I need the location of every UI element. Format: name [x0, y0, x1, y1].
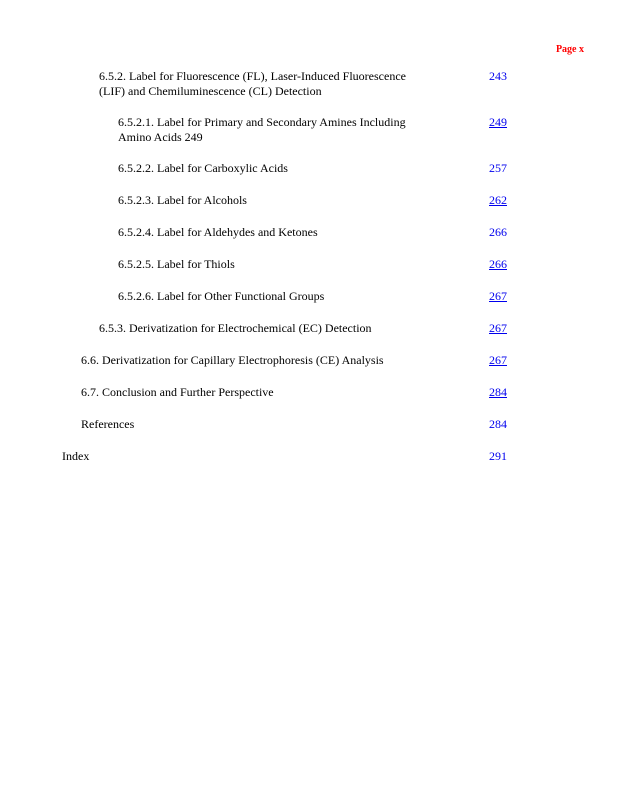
toc-entry: [81, 385, 274, 400]
toc-entry: [118, 161, 288, 176]
toc-entry-title: 6.6. Derivatization for Capillary Electrophoresis (CE) Analysis: [81, 353, 384, 367]
toc-entry-title: 6.7. Conclusion and Further Perspective: [81, 385, 274, 399]
toc-entry: [118, 257, 235, 272]
toc-entry-page-link[interactable]: 284: [489, 417, 507, 431]
toc-entry-title: References: [81, 417, 135, 431]
toc-entry-page-link[interactable]: 267: [489, 353, 507, 367]
toc-entry: [81, 417, 134, 432]
toc-entry-title: 6.5.2. Label for Fluorescence (FL), Laser-Induced Fluorescence: [99, 69, 406, 83]
toc-entry-title: 6.5.2.1. Label for Primary and Secondary Amines Including: [118, 115, 406, 129]
toc-entry-page-link[interactable]: 291: [489, 449, 507, 463]
page-label: Page x: [555, 44, 584, 55]
toc-entry-page-link[interactable]: 267: [489, 321, 507, 335]
toc-entry: [118, 115, 406, 145]
toc-entry-page-link[interactable]: 266: [489, 257, 507, 271]
toc-entry-page-link[interactable]: 267: [489, 289, 507, 303]
toc-entry-page-link[interactable]: 266: [489, 225, 507, 239]
toc-entry-title: 6.5.2.5. Label for Thiols: [118, 257, 235, 271]
toc-entry-title-continued: (LIF) and Chemiluminescence (CL) Detection: [99, 84, 322, 98]
toc-entry-title-continued: Amino Acids 249: [118, 130, 203, 144]
toc-entry: [118, 225, 318, 240]
toc-entry: [118, 289, 324, 304]
toc-entry-title: 6.5.2.6. Label for Other Functional Groups: [118, 289, 325, 303]
toc-entry-page-link[interactable]: 257: [489, 161, 507, 175]
toc-entry: [99, 321, 372, 336]
toc-entry: [62, 449, 89, 464]
toc-entry: [118, 193, 247, 208]
toc-entry-title: 6.5.2.3. Label for Alcohols: [118, 193, 247, 207]
toc-entry-title: 6.5.3. Derivatization for Electrochemical (EC) Detection: [99, 321, 372, 335]
toc-entry: [81, 353, 384, 368]
toc-entry-title: Index: [62, 449, 90, 463]
toc-entry: [99, 69, 406, 99]
toc-entry-page-link[interactable]: 243: [489, 69, 507, 83]
toc-entry-page-link[interactable]: 284: [489, 385, 507, 399]
toc-entry-page-link[interactable]: 249: [489, 115, 507, 129]
toc-entry-page-link[interactable]: 262: [489, 193, 507, 207]
toc-entry-title: 6.5.2.2. Label for Carboxylic Acids: [118, 161, 288, 175]
toc-entry-title: 6.5.2.4. Label for Aldehydes and Ketones: [118, 225, 318, 239]
